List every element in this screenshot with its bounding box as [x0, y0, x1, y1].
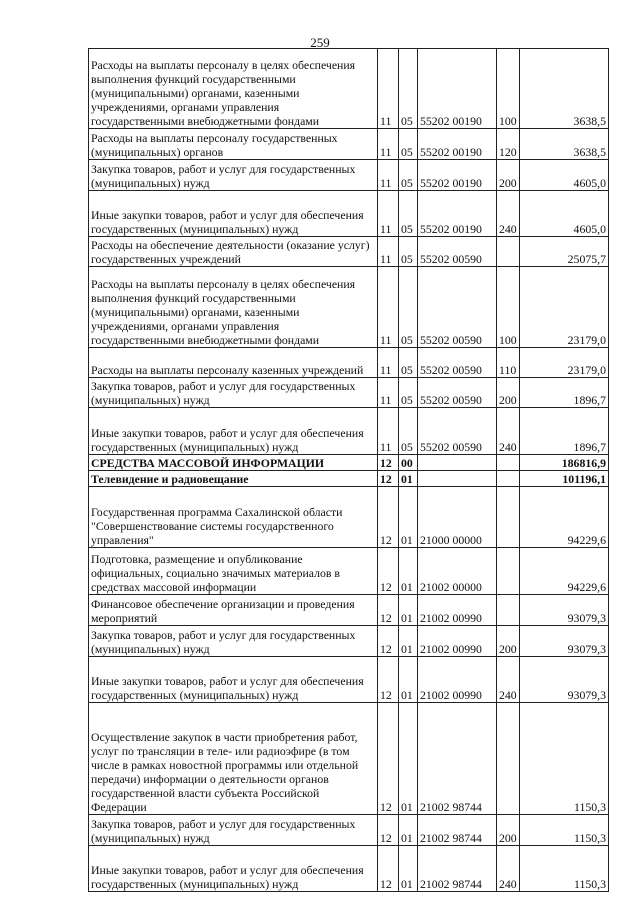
expense-name-cell: Расходы на выплаты персоналу казенных учреждений	[89, 348, 378, 378]
expense-type-cell: 200	[497, 815, 520, 846]
subsection-code-cell: 01	[399, 595, 418, 626]
expense-type-cell: 100	[497, 267, 520, 348]
target-article-cell: 55202 00190	[418, 129, 497, 160]
expense-type-cell: 100	[497, 49, 520, 129]
table-row	[89, 471, 609, 487]
target-article-cell: 55202 00590	[418, 408, 497, 455]
subsection-code-cell: 05	[399, 49, 418, 129]
amount-cell: 1896,7	[520, 378, 609, 408]
expense-name-cell: Осуществление закупок в части приобретения работ, услуг по трансляции в теле- или радиоэфире (в том числе в рамках новостной программы или отдельной передачи) информации о деятельности органов государственной власти субъекта Российской Федерации	[89, 703, 378, 815]
subsection-code-cell: 01	[399, 846, 418, 892]
table-row	[89, 348, 609, 378]
section-code-cell: 12	[378, 455, 399, 471]
expense-type-cell: 240	[497, 657, 520, 703]
target-article-cell: 55202 00590	[418, 237, 497, 267]
expense-type-cell: 200	[497, 626, 520, 657]
section-code-cell: 12	[378, 487, 399, 548]
subsection-code-cell: 05	[399, 348, 418, 378]
target-article-cell: 55202 00590	[418, 267, 497, 348]
table-row	[89, 626, 609, 657]
amount-cell: 3638,5	[520, 129, 609, 160]
subsection-code-cell: 05	[399, 378, 418, 408]
section-code-cell: 11	[378, 237, 399, 267]
subsection-code-cell: 01	[399, 657, 418, 703]
expense-name-cell: Расходы на обеспечение деятельности (оказание услуг) государственных учреждений	[89, 237, 378, 267]
target-article-cell	[418, 471, 497, 487]
section-code-cell: 11	[378, 408, 399, 455]
subsection-code-cell: 05	[399, 191, 418, 237]
expense-name-cell: Иные закупки товаров, работ и услуг для обеспечения государственных (муниципальных) нужд	[89, 657, 378, 703]
table-row	[89, 487, 609, 548]
subsection-code-cell: 05	[399, 160, 418, 191]
expense-type-cell: 200	[497, 160, 520, 191]
subsection-code-cell: 01	[399, 548, 418, 595]
amount-cell: 101196,1	[520, 471, 609, 487]
table-row	[89, 408, 609, 455]
section-code-cell: 11	[378, 348, 399, 378]
budget-table	[88, 48, 609, 892]
expense-name-cell: Расходы на выплаты персоналу в целях обеспечения выполнения функций государственными (муниципальными) органами, казенными учреждениями, органами управления государственными внебюджетными фондами	[89, 267, 378, 348]
section-code-cell: 12	[378, 626, 399, 657]
amount-cell: 1150,3	[520, 846, 609, 892]
target-article-cell: 21002 98744	[418, 703, 497, 815]
amount-cell: 1896,7	[520, 408, 609, 455]
subsection-code-cell: 01	[399, 626, 418, 657]
expense-name-cell: Иные закупки товаров, работ и услуг для обеспечения государственных (муниципальных) нужд	[89, 408, 378, 455]
table-row	[89, 237, 609, 267]
table-row	[89, 267, 609, 348]
table-row	[89, 160, 609, 191]
expense-name-cell: Иные закупки товаров, работ и услуг для обеспечения государственных (муниципальных) нужд	[89, 191, 378, 237]
expense-type-cell	[497, 471, 520, 487]
target-article-cell: 21002 00990	[418, 657, 497, 703]
target-article-cell: 55202 00190	[418, 191, 497, 237]
target-article-cell: 21002 00990	[418, 626, 497, 657]
subsection-code-cell: 05	[399, 408, 418, 455]
target-article-cell: 55202 00590	[418, 378, 497, 408]
subsection-code-cell: 01	[399, 471, 418, 487]
amount-cell: 93079,3	[520, 657, 609, 703]
subsection-code-cell: 05	[399, 267, 418, 348]
expense-type-cell: 200	[497, 378, 520, 408]
expense-name-cell: Подготовка, размещение и опубликование официальных, социально значимых материалов в средствах массовой информации	[89, 548, 378, 595]
target-article-cell: 55202 00190	[418, 49, 497, 129]
expense-name-cell: Телевидение и радиовещание	[89, 471, 378, 487]
expense-name-cell: Закупка товаров, работ и услуг для государственных (муниципальных) нужд	[89, 815, 378, 846]
table-row	[89, 595, 609, 626]
expense-type-cell	[497, 548, 520, 595]
target-article-cell: 21002 98744	[418, 815, 497, 846]
expense-type-cell: 240	[497, 846, 520, 892]
expense-name-cell: Закупка товаров, работ и услуг для государственных (муниципальных) нужд	[89, 160, 378, 191]
amount-cell: 3638,5	[520, 49, 609, 129]
amount-cell: 94229,6	[520, 548, 609, 595]
expense-name-cell: Закупка товаров, работ и услуг для государственных (муниципальных) нужд	[89, 378, 378, 408]
amount-cell: 4605,0	[520, 191, 609, 237]
subsection-code-cell: 05	[399, 237, 418, 267]
expense-type-cell	[497, 237, 520, 267]
amount-cell: 23179,0	[520, 267, 609, 348]
section-code-cell: 12	[378, 657, 399, 703]
table-row	[89, 129, 609, 160]
expense-type-cell	[497, 455, 520, 471]
table-row	[89, 49, 609, 129]
expense-type-cell	[497, 703, 520, 815]
table-row	[89, 455, 609, 471]
expense-name-cell: Государственная программа Сахалинской области "Совершенствование системы государственного управления"	[89, 487, 378, 548]
section-code-cell: 12	[378, 595, 399, 626]
section-code-cell: 12	[378, 815, 399, 846]
expense-type-cell: 240	[497, 408, 520, 455]
expense-type-cell	[497, 595, 520, 626]
target-article-cell: 21002 00000	[418, 548, 497, 595]
amount-cell: 1150,3	[520, 815, 609, 846]
target-article-cell: 21000 00000	[418, 487, 497, 548]
table-row	[89, 191, 609, 237]
expense-name-cell: Расходы на выплаты персоналу в целях обеспечения выполнения функций государственными (муниципальными) органами, казенными учреждениями, органами управления государственными внебюджетными фондами	[89, 49, 378, 129]
subsection-code-cell: 00	[399, 455, 418, 471]
amount-cell: 25075,7	[520, 237, 609, 267]
amount-cell: 93079,3	[520, 626, 609, 657]
subsection-code-cell: 01	[399, 487, 418, 548]
subsection-code-cell: 01	[399, 815, 418, 846]
target-article-cell: 21002 00990	[418, 595, 497, 626]
table-row	[89, 378, 609, 408]
expense-name-cell: Расходы на выплаты персоналу государственных (муниципальных) органов	[89, 129, 378, 160]
amount-cell: 23179,0	[520, 348, 609, 378]
expense-type-cell: 240	[497, 191, 520, 237]
expense-name-cell: Иные закупки товаров, работ и услуг для обеспечения государственных (муниципальных) нужд	[89, 846, 378, 892]
expense-name-cell: Финансовое обеспечение организации и проведения мероприятий	[89, 595, 378, 626]
table-row	[89, 548, 609, 595]
section-code-cell: 11	[378, 49, 399, 129]
amount-cell: 186816,9	[520, 455, 609, 471]
expense-type-cell	[497, 487, 520, 548]
target-article-cell	[418, 455, 497, 471]
section-code-cell: 12	[378, 548, 399, 595]
table-row	[89, 846, 609, 892]
table-row	[89, 815, 609, 846]
expense-name-cell: СРЕДСТВА МАССОВОЙ ИНФОРМАЦИИ	[89, 455, 378, 471]
section-code-cell: 11	[378, 129, 399, 160]
expense-type-cell: 110	[497, 348, 520, 378]
table-row	[89, 657, 609, 703]
budget-table-body	[89, 49, 609, 892]
expense-name-cell: Закупка товаров, работ и услуг для государственных (муниципальных) нужд	[89, 626, 378, 657]
section-code-cell: 11	[378, 378, 399, 408]
target-article-cell: 21002 98744	[418, 846, 497, 892]
subsection-code-cell: 01	[399, 703, 418, 815]
amount-cell: 93079,3	[520, 595, 609, 626]
expense-type-cell: 120	[497, 129, 520, 160]
section-code-cell: 11	[378, 191, 399, 237]
target-article-cell: 55202 00590	[418, 348, 497, 378]
page-number: 259	[310, 35, 330, 50]
table-row	[89, 703, 609, 815]
amount-cell: 4605,0	[520, 160, 609, 191]
amount-cell: 94229,6	[520, 487, 609, 548]
section-code-cell: 12	[378, 703, 399, 815]
section-code-cell: 11	[378, 267, 399, 348]
section-code-cell: 12	[378, 471, 399, 487]
subsection-code-cell: 05	[399, 129, 418, 160]
amount-cell: 1150,3	[520, 703, 609, 815]
target-article-cell: 55202 00190	[418, 160, 497, 191]
section-code-cell: 12	[378, 846, 399, 892]
section-code-cell: 11	[378, 160, 399, 191]
